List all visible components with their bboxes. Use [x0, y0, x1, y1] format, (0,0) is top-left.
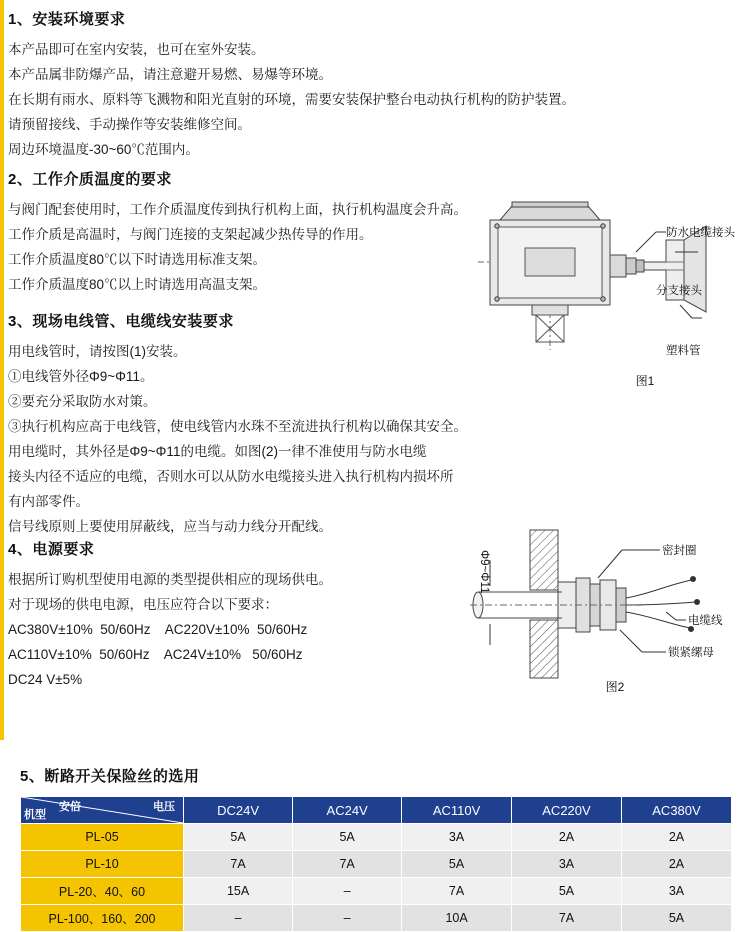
- table-model-cell: PL-20、40、60: [21, 878, 184, 905]
- section-fuse-selection: [20, 765, 735, 932]
- body-line: 用电线管时，请按图(1)安装。: [8, 344, 187, 359]
- figure1-label-waterproof-connector: 防水电缆接头: [666, 227, 735, 239]
- table-value-cell: 3A: [402, 824, 512, 851]
- body-line: 请预留接线、手动操作等安装维修空间。: [8, 117, 251, 132]
- body-line: 有内部零件。: [8, 494, 89, 509]
- table-value-cell: –: [293, 878, 402, 905]
- table-col-header: AC24V: [293, 797, 402, 824]
- body-line: 用电缆时，其外径是Φ9~Φ11的电缆。如图(2)一律不准使用与防水电缆: [8, 444, 427, 459]
- body-line: 工作介质温度80℃以上时请选用高温支架。: [8, 277, 267, 292]
- corner-label-model: 机型: [24, 809, 46, 821]
- table-row: [21, 824, 732, 851]
- body-line: DC24 V±5%: [8, 672, 83, 687]
- table-value-cell: 7A: [512, 905, 622, 932]
- table-header-row: [21, 797, 732, 824]
- body-line: 在长期有雨水、原料等飞溅物和阳光直射的环境，需要安装保护整台电动执行机构的防护装置。: [8, 92, 575, 107]
- table-value-cell: 2A: [621, 824, 731, 851]
- body-line: 根据所订购机型使用电源的类型提供相应的现场供电。: [8, 572, 332, 587]
- section-install-environment: [8, 8, 575, 162]
- table-value-cell: 7A: [293, 851, 402, 878]
- figure1-label-branch-connector: 分支接头: [656, 285, 702, 297]
- body-line: AC380V±10% 50/60Hz AC220V±10% 50/60Hz: [8, 622, 308, 637]
- figure2-drawing: [470, 520, 750, 685]
- figure1-label-plastic-tube: 塑料管: [666, 345, 701, 357]
- section-title: 3、现场电线管、电缆线安装要求: [8, 313, 234, 330]
- table-value-cell: –: [293, 905, 402, 932]
- section-title: 5、断路开关保险丝的选用: [20, 768, 200, 785]
- body-line: 信号线原则上要使用屏蔽线，应当与动力线分开配线。: [8, 519, 332, 534]
- table-value-cell: –: [184, 905, 293, 932]
- table-value-cell: 7A: [402, 878, 512, 905]
- table-row: [21, 851, 732, 878]
- table-model-cell: PL-100、160、200: [21, 905, 184, 932]
- section-medium-temperature: [8, 168, 478, 297]
- table-col-header: AC220V: [512, 797, 622, 824]
- table-value-cell: 2A: [621, 851, 731, 878]
- body-line: 工作介质是高温时，与阀门连接的支架起减少热传导的作用。: [8, 227, 373, 242]
- table-value-cell: 10A: [402, 905, 512, 932]
- table-value-cell: 7A: [184, 851, 293, 878]
- section-title: 2、工作介质温度的要求: [8, 171, 172, 188]
- body-line: 周边环境温度-30~60℃范围内。: [8, 142, 199, 157]
- section-conduit-cable: [8, 310, 478, 539]
- table-value-cell: 5A: [512, 878, 622, 905]
- corner-label-amp: 安倍: [59, 801, 81, 813]
- body-line: 工作介质温度80℃以下时请选用标准支架。: [8, 252, 267, 267]
- section-title: 4、电源要求: [8, 541, 95, 558]
- body-line: 与阀门配套使用时，工作介质温度传到执行机构上面，执行机构温度会升高。: [8, 202, 467, 217]
- fuse-selection-table: [20, 796, 732, 932]
- left-accent-bar: [0, 0, 4, 740]
- table-value-cell: 2A: [512, 824, 622, 851]
- body-line: 对于现场的供电电源，电压应符合以下要求：: [8, 597, 278, 612]
- body-line: 接头内径不适应的电缆，否则水可以从防水电缆接头进入执行机构内损坏所: [8, 469, 454, 484]
- table-model-cell: PL-05: [21, 824, 184, 851]
- table-col-header: AC380V: [621, 797, 731, 824]
- table-value-cell: 15A: [184, 878, 293, 905]
- body-line: 本产品属非防爆产品，请注意避开易燃、易爆等环境。: [8, 67, 332, 82]
- table-value-cell: 5A: [402, 851, 512, 878]
- table-row: [21, 905, 732, 932]
- table-row: [21, 878, 732, 905]
- table-value-cell: 5A: [184, 824, 293, 851]
- table-col-header: DC24V: [184, 797, 293, 824]
- figure2-label-diameter: Φ9~Φ11: [478, 550, 490, 594]
- table-col-header: AC110V: [402, 797, 512, 824]
- figure-cable-gland-diagram: [470, 520, 750, 710]
- table-value-cell: 5A: [621, 905, 731, 932]
- figure2-label-seal-ring: 密封圈: [662, 545, 697, 557]
- table-value-cell: 3A: [621, 878, 731, 905]
- section-power-requirements: [8, 538, 478, 692]
- body-line: 本产品即可在室内安装，也可在室外安装。: [8, 42, 265, 57]
- figure2-label-lock-nut: 锁紧缧母: [668, 647, 714, 659]
- figure-actuator-diagram: [470, 200, 750, 400]
- body-line: ①电线管外径Φ9~Φ11。: [8, 369, 154, 384]
- table-value-cell: 5A: [293, 824, 402, 851]
- table-value-cell: 3A: [512, 851, 622, 878]
- body-line: AC110V±10% 50/60Hz AC24V±10% 50/60Hz: [8, 647, 303, 662]
- table-model-cell: PL-10: [21, 851, 184, 878]
- body-line: ②要充分采取防水对策。: [8, 394, 157, 409]
- figure2-label-cable-line: 电缆线: [688, 615, 723, 627]
- corner-label-voltage: 电压: [153, 801, 175, 813]
- table-corner-header: [21, 797, 184, 824]
- section-title: 1、安装环境要求: [8, 11, 126, 28]
- figure2-caption: 图2: [605, 680, 625, 694]
- body-line: ③执行机构应高于电线管，使电线管内水珠不至流进执行机构以确保其安全。: [8, 419, 467, 434]
- figure1-caption: 图1: [635, 374, 655, 388]
